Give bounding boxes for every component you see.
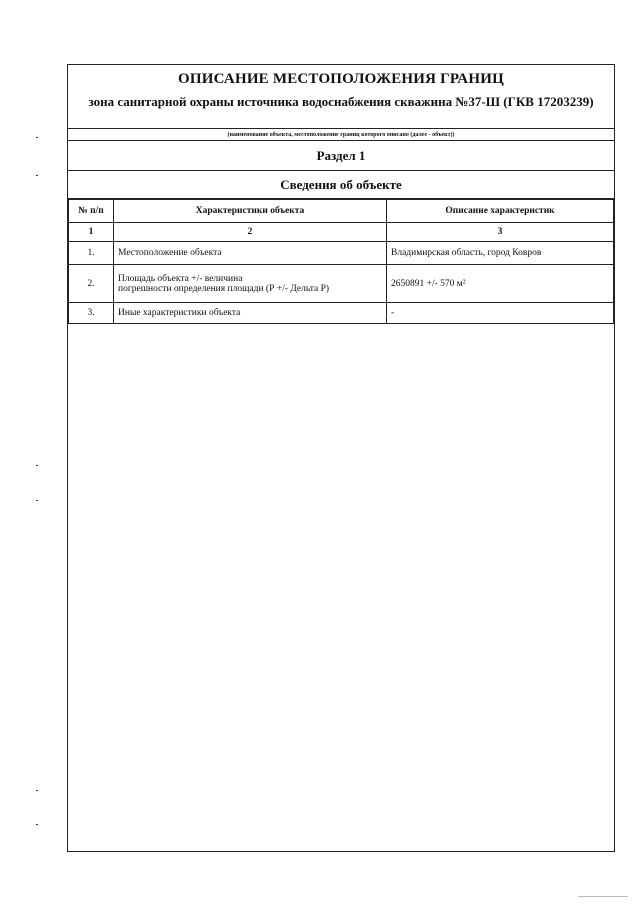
row-number: 1. [69,242,114,265]
column-header-characteristics: Характеристики объекта [114,200,387,223]
row-number: 2. [69,265,114,303]
table-row [69,242,614,265]
column-header-num: № п/п [69,200,114,223]
characteristic-value: 2650891 +/- 570 м² [387,265,614,303]
title-block [68,65,614,129]
scan-mark [36,175,38,176]
table-row [69,265,614,303]
characteristic-name-line: погрешности определения площади (Р +/- Дельта Р) [118,283,330,294]
heading-row [68,171,614,199]
note-row [68,129,614,141]
characteristic-name: Иные характеристики объекта [114,303,387,324]
scan-mark [36,465,38,466]
object-name: зона санитарной охраны источника водоснабжения скважина №37-Ш (ГКВ 17203239) [88,94,594,109]
characteristic-value: - [387,303,614,324]
table-header-row [69,200,614,223]
section-label: Раздел 1 [316,148,366,163]
table-row [69,303,614,324]
scan-mark [36,137,38,138]
column-index: 3 [387,223,614,242]
section-row [68,141,614,171]
characteristic-value: Владимирская область, город Ковров [387,242,614,265]
scan-mark [36,824,38,825]
document-frame [67,64,615,852]
column-index-row [69,223,614,242]
scan-mark [36,500,38,501]
object-name-caption: (наименование объекта, местоположение границ которого описано (далее - объект)) [227,132,455,138]
characteristic-name [114,265,387,303]
characteristic-name: Местоположение объекта [114,242,387,265]
scan-mark [36,790,38,791]
column-index: 1 [69,223,114,242]
section-heading: Сведения об объекте [280,177,402,192]
column-header-description: Описание характеристик [387,200,614,223]
object-info-table [68,199,614,324]
column-index: 2 [114,223,387,242]
characteristic-name-line: Площадь объекта +/- величина [118,273,243,284]
page-title: ОПИСАНИЕ МЕСТОПОЛОЖЕНИЯ ГРАНИЦ [178,71,504,87]
row-number: 3. [69,303,114,324]
scan-edge-line [578,896,628,897]
